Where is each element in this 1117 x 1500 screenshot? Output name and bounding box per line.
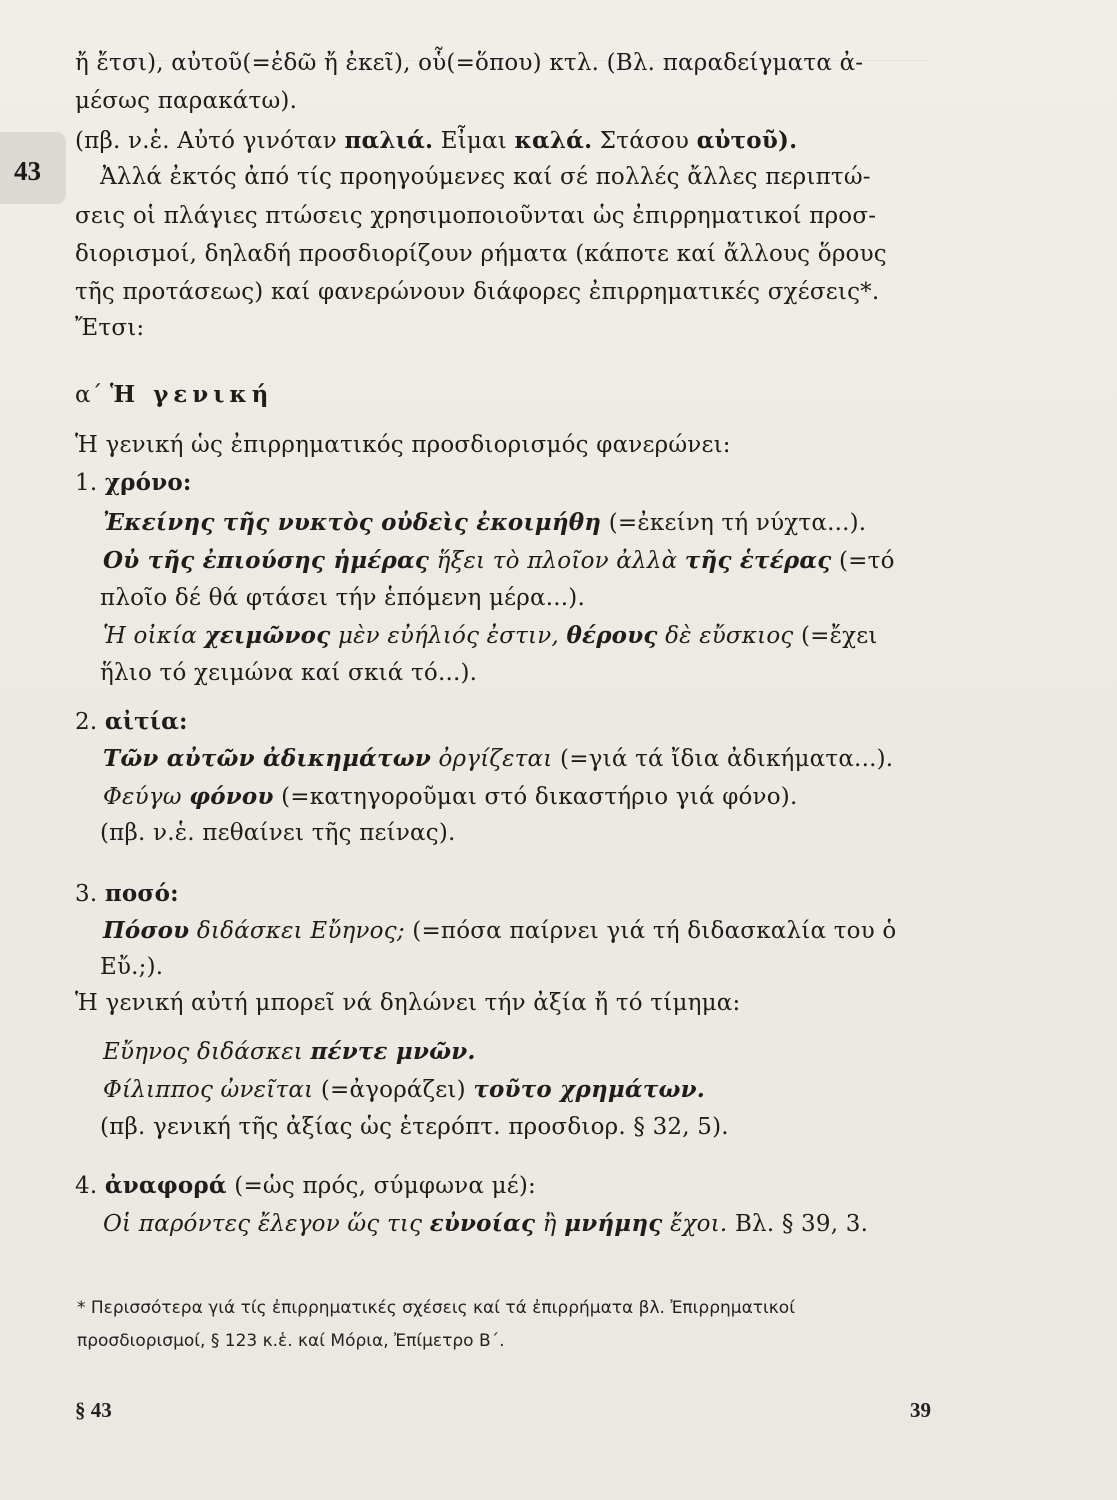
example-line-13 <box>103 547 895 574</box>
item-number: 4. <box>75 1173 105 1199</box>
footnote-line-2: προσδιορισμοί, § 123 κ.ἑ. καί Μόρια, Ἐπίμετρο Β΄. <box>77 1331 505 1351</box>
item-4-heading <box>75 1172 536 1199</box>
text-line-20: (πβ. ν.ἑ. πεθαίνει τῆς πείνας). <box>100 820 456 846</box>
section-tab-number: 43 <box>14 156 41 186</box>
greek-example: δὲ εὔσκιος <box>657 623 794 649</box>
text-line-16: ἥλιο τό χειμώνα καί σκιά τό...). <box>100 660 478 686</box>
example-line-15 <box>103 622 878 649</box>
translation: (=κατηγοροῦμαι στό δικαστήριο γιά φόνο). <box>273 784 798 810</box>
item-label: χρόνο: <box>104 469 192 496</box>
text-line-2: μέσως παρακάτω). <box>75 88 298 114</box>
translation: (=τό <box>831 548 895 574</box>
text-line-5: σεις οἱ πλάγιες πτώσεις χρησιμοποιοῦνται ὡς ἐπιρρηματικοί προσ- <box>75 203 877 229</box>
item-1-heading <box>75 469 192 496</box>
footnote-line-1: * Περισσότερα γιά τίς ἐπιρρηματικές σχέσεις καί τά ἐπιρρήματα βλ. Ἐπιρρηματικοί <box>77 1298 795 1318</box>
greek-example: Ἐκείνης τῆς νυκτὸς οὐδεὶς ἐκοιμήθη <box>103 509 602 536</box>
item-label: αἰτία: <box>104 708 188 735</box>
text-line-24: Ἡ γενική αὐτή μπορεῖ νά δηλώνει τήν ἀξία ἤ τό τίμημα: <box>75 990 741 1016</box>
item-3-heading <box>75 880 179 907</box>
greek-example: ἥξει τὸ πλοῖον ἀλλὰ <box>429 548 685 574</box>
example-line-29 <box>103 1210 868 1237</box>
text-line-10: Ἡ γενική ὡς ἐπιρρηματικός προσδιορισμός φανερώνει: <box>75 432 731 458</box>
item-number: 2. <box>75 709 105 735</box>
greek-example-bold: Πόσου <box>103 917 190 944</box>
greek-example-bold: πέντε μνῶν. <box>310 1038 476 1065</box>
item-label: ποσό: <box>104 880 179 907</box>
text-span: Εἶμαι <box>433 128 515 154</box>
section-heading <box>75 381 273 408</box>
text-span: (πβ. ν.ἑ. Αὐτό γινόταν <box>75 128 345 154</box>
greek-example: Εὔηνος διδάσκει <box>103 1039 311 1065</box>
example-line-22 <box>103 917 896 944</box>
translation: (=ἐκείνη τή νύχτα...). <box>601 510 867 536</box>
item-number: 1. <box>75 470 105 496</box>
greek-example: ἔχοι. <box>662 1211 728 1237</box>
greek-example-bold: μνήμης <box>564 1210 663 1237</box>
item-2-heading <box>75 708 188 735</box>
greek-example: ἢ <box>535 1211 565 1237</box>
translation: (=πόσα παίρνει γιά τή διδασκαλία του ὁ <box>404 918 897 944</box>
greek-example: Ἡ οἰκία <box>103 623 205 649</box>
example-line-19 <box>103 783 797 810</box>
greek-example-bold: εὐνοίας <box>429 1210 536 1237</box>
text-line-27: (πβ. γενική τῆς ἀξίας ὡς ἑτερόπτ. προσδιορ. § 32, 5). <box>100 1114 729 1140</box>
text-line-23: Εὔ.;). <box>100 954 164 980</box>
bold-word: καλά. <box>514 127 593 154</box>
item-label: ἀναφορά <box>104 1172 227 1199</box>
heading-title: Ἡ γενική <box>109 381 274 408</box>
greek-example-bold: θέρους <box>566 622 658 649</box>
greek-example: Οἱ παρόντες ἔλεγον ὥς τις <box>103 1211 430 1237</box>
greek-example-bold: τοῦτο χρημάτων. <box>473 1076 705 1103</box>
text-line-8: Ἔτσι: <box>75 315 145 341</box>
greek-example-bold: φόνου <box>189 783 274 810</box>
footer-section: § 43 <box>75 1398 112 1422</box>
text-line-1: ἤ ἔτσι), αὐτοῦ(=ἐδῶ ἤ ἐκεῖ), οὗ(=ὅπου) κτλ. (Βλ. παραδείγματα ἀ- <box>75 50 864 76</box>
greek-example-bold: Τῶν αὐτῶν ἀδικημάτων <box>103 745 431 772</box>
translation: (=ἔχει <box>793 623 878 649</box>
greek-example: Φίλιππος ὠνεῖται <box>103 1077 314 1103</box>
greek-example: Φεύγω <box>103 784 190 810</box>
example-line-18 <box>103 745 893 772</box>
greek-example: μὲν εὐήλιός ἐστιν, <box>330 623 567 649</box>
heading-letter: α΄ <box>75 382 110 408</box>
translation: (=γιά τά ἴδια ἀδικήματα...). <box>552 746 894 772</box>
example-line-12 <box>103 509 866 536</box>
bold-word: αὐτοῦ). <box>696 127 798 154</box>
example-line-25 <box>103 1038 476 1065</box>
cross-reference: Βλ. § 39, 3. <box>727 1211 869 1237</box>
text-line-6: διορισμοί, δηλαδή προσδιορίζουν ρήματα (κάποτε καί ἄλλους ὅρους <box>75 241 887 267</box>
text-line-7: τῆς προτάσεως) καί φανερώνουν διάφορες ἐπιρρηματικές σχέσεις*. <box>75 279 880 305</box>
greek-example-bold: Οὐ τῆς ἐπιούσης ἡμέρας <box>103 547 430 574</box>
text-line-14: πλοῖο δέ θά φτάσει τήν ἑπόμενη μέρα...). <box>100 585 585 611</box>
greek-example-bold: τῆς ἑτέρας <box>684 547 832 574</box>
item-number: 3. <box>75 881 105 907</box>
greek-example: διδάσκει Εὔηνος; <box>189 918 405 944</box>
bold-word: παλιά. <box>344 127 434 154</box>
greek-example: ὀργίζεται <box>430 746 553 772</box>
text-span: Στάσου <box>592 128 697 154</box>
text-line-3 <box>75 127 797 154</box>
translation: (=ὡς πρός, σύμφωνα μέ): <box>226 1173 536 1199</box>
text-line-4: Ἀλλά ἐκτός ἀπό τίς προηγούμενες καί σέ πολλές ἄλλες περιπτώ- <box>100 164 871 190</box>
greek-example-bold: χειμῶνος <box>204 622 331 649</box>
example-line-26 <box>103 1076 705 1103</box>
translation: (=ἀγοράζει) <box>313 1077 474 1103</box>
page-number: 39 <box>910 1398 931 1422</box>
